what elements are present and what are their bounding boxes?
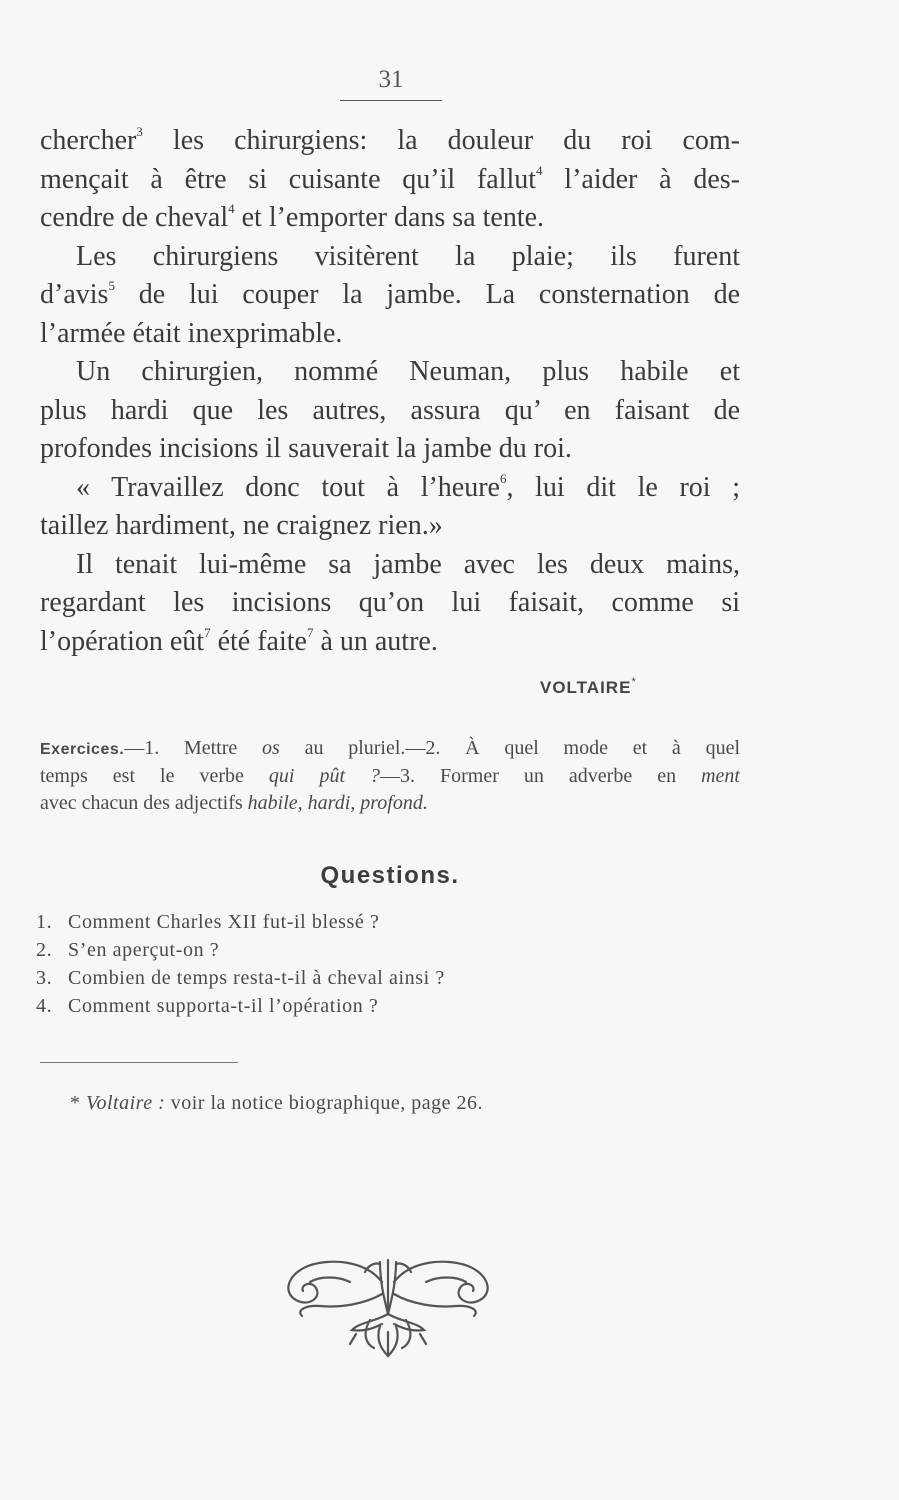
question-number: 3. (36, 967, 53, 989)
exercise-line: temps est le verbe qui pût ?—3. Former un adverbe en ment (40, 765, 740, 787)
questions-heading: Questions. (320, 862, 460, 889)
ornament-icon (270, 1252, 506, 1362)
footnote-mark: * (631, 676, 637, 688)
body-line: mençait à être si cuisante qu’il fallut$^4$ l’aider à des- (40, 162, 740, 195)
note-ref: 7 (306, 624, 314, 640)
question-text: S’en aperçut-on ? (68, 939, 220, 961)
footnote-rule (40, 1062, 238, 1063)
note-ref: 5 (108, 278, 115, 293)
exercises (40, 735, 740, 817)
body-line: chercher$^3$ les chirurgiens: la douleur du roi com- (40, 124, 740, 156)
body-text (40, 122, 740, 661)
note-ref: 6 (499, 470, 507, 486)
question-text: Comment Charles XII fut-il blessé ? (68, 911, 380, 933)
list-item (36, 964, 736, 992)
body-line: plus hardi que les autres, assura qu’ en faisant de (40, 394, 740, 426)
body-line: cendre de cheval$^4$ et l’emporter dans sa tente. (40, 201, 545, 233)
body-line: taillez hardiment, ne craignez rien.» (40, 510, 443, 541)
body-line: « Travaillez donc tout à l’heure$^6$, lui dit le roi ; (76, 470, 740, 503)
body-line: d’avis$^5$ de lui couper la jambe. La consternation de (40, 278, 740, 310)
note-ref: 3 (136, 124, 143, 139)
body-line: l’opération eût$^7$ été faite$^7$ à un autre. (40, 624, 438, 657)
list-item (36, 936, 736, 964)
page-number-rule (340, 100, 442, 101)
author-signature: VOLTAIRE* (540, 676, 637, 697)
question-text: Combien de temps resta-t-il à cheval ainsi ? (68, 967, 445, 989)
body-line: profondes incisions il sauverait la jambe du roi. (40, 433, 572, 464)
body-line: regardant les incisions qu’on lui faisait, comme si (40, 587, 740, 618)
footnote: * Voltaire : voir la notice biographique, page 26. (70, 1092, 484, 1114)
body-line: l’armée était inexprimable. (40, 317, 343, 349)
list-item (36, 908, 736, 936)
question-number: 1. (36, 911, 53, 933)
exercise-line: avec chacun des adjectifs habile, hardi, profond. (40, 792, 428, 814)
question-text: Comment supporta-t-il l’opération ? (68, 995, 379, 1017)
note-ref: 4 (228, 201, 235, 216)
note-ref: 7 (204, 624, 211, 640)
questions-list (36, 908, 736, 1020)
question-number: 2. (36, 939, 53, 961)
body-line: Un chirurgien, nommé Neuman, plus habile et (76, 356, 740, 387)
note-ref: 4 (536, 162, 543, 178)
exercises-label: Exercices. (40, 741, 125, 758)
list-item (36, 992, 736, 1020)
exercise-line: Exercices.—1. Mettre os au pluriel.—2. À quel mode et à quel (40, 737, 741, 759)
body-line: Il tenait lui-même sa jambe avec les deux mains, (76, 548, 740, 580)
question-number: 4. (36, 995, 53, 1017)
page-number: 31 (378, 66, 404, 93)
body-line: Les chirurgiens visitèrent la plaie; ils furent (76, 240, 740, 272)
